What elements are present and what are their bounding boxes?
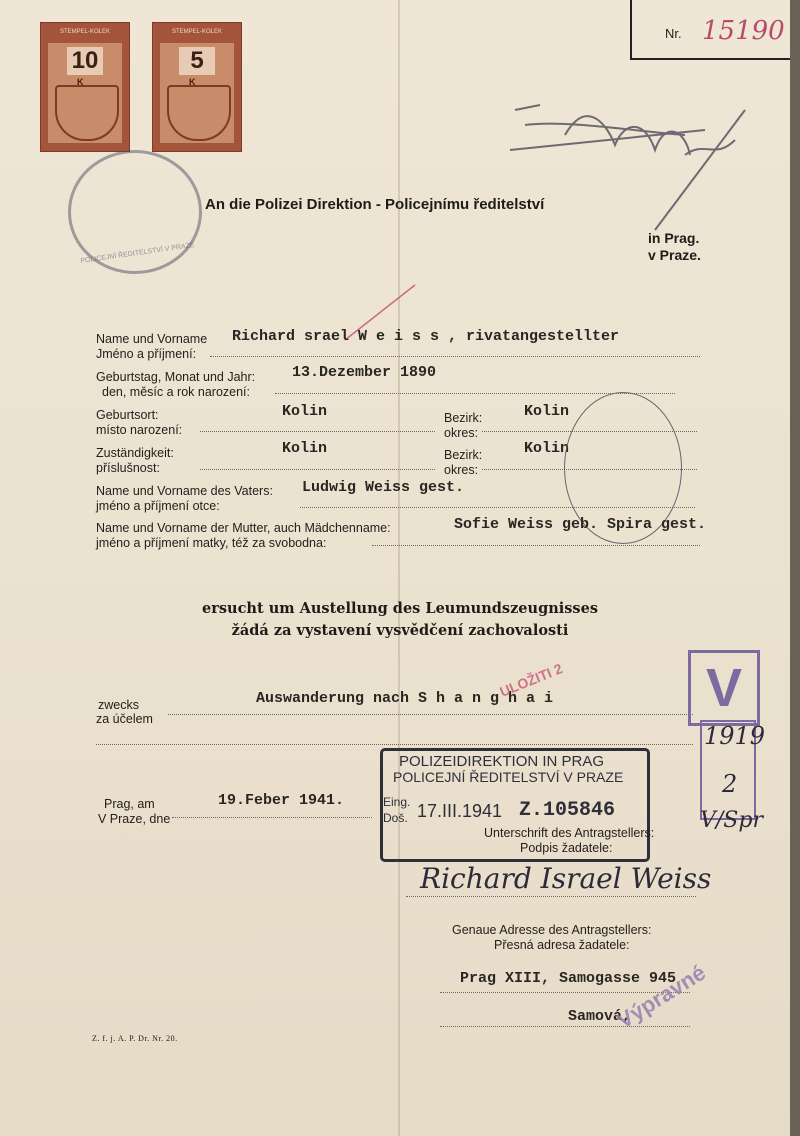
birthdate-value: 13.Dezember 1890 [292,364,437,381]
purpose-value: Auswanderung nach S h a n g h a i [256,690,554,707]
address-value-2: Samová, [568,1008,632,1025]
birthplace-district-value: Kolin [524,403,570,420]
purpose-label-de: zwecks [98,698,139,712]
name-label-de: Name und Vorname [96,332,208,346]
police-stamp-date: 17.III.1941 [417,801,503,821]
address-label-cz: Přesná adresa žadatele: [494,938,630,952]
revenue-stamp-10: STEMPEL-KOLEK 10 K [40,22,130,152]
birthplace-district-label-de: Bezirk: [444,411,483,425]
revenue-stamp-5: STEMPEL-KOLEK 5 K [152,22,242,152]
date-label-cz: V Praze, dne [98,812,171,826]
jurisdiction-district-label-cz: okres: [444,463,479,477]
birthplace-label-de: Geburtsort: [96,408,159,422]
addressee-heading: An die Polizei Direktion - Policejnímu ředitelství [205,196,545,213]
father-label-de: Name und Vorname des Vaters: [96,484,273,498]
mother-label-cz: jméno a příjmení matky, též za svobodna: [96,536,327,550]
place-cz: v Praze. [648,247,701,263]
hand-number: 1919 [704,722,766,750]
police-stamp-line2: POLICEJNÍ ŘEDITELSTVÍ V PRAZE [393,769,624,785]
birthdate-label-cz: den, měsíc a rok narození: [102,385,250,399]
birthplace-district-label-cz: okres: [444,426,479,440]
request-line-de: ersucht um Austellung des Leumundszeugnisses [202,600,598,617]
father-label-cz: jméno a příjmení otce: [96,499,220,513]
shield-icon [167,85,231,141]
name-value: Richard srael W e i s s , rivatangestellter [232,328,620,345]
jurisdiction-label-cz: příslušnost: [96,461,160,475]
police-stamp-number: Z.105846 [519,799,616,822]
number-value: 15190 [702,16,785,46]
hand-initials: V/Spr [700,808,763,833]
jurisdiction-district-value: Kolin [524,440,570,457]
mother-value: Sofie Weiss geb. Spira gest. [454,516,707,533]
mother-label-de: Name und Vorname der Mutter, auch Mädchenname: [96,521,391,535]
applicant-signature: Richard Israel Weiss [420,862,712,895]
birthplace-label-cz: místo narození: [96,423,183,437]
hand-two: 2 [722,770,738,798]
jurisdiction-label-de: Zuständigkeit: [96,446,174,460]
purpose-label-cz: za účelem [96,712,153,726]
number-label: Nr. [665,26,682,41]
signature-label-de: Unterschrift des Antragstellers: [484,826,655,840]
place-de: in Prag. [648,230,700,246]
date-value: 19.Feber 1941. [218,792,345,809]
police-stamp-eing: Eing. [383,795,411,809]
date-label-de: Prag, am [104,797,155,811]
request-line-cz: žádá za vystavení vysvědčení zachovalosti [231,622,569,639]
address-value: Prag XIII, Samogasse 945 [460,970,677,987]
birthplace-value: Kolin [282,403,328,420]
police-stamp-line1: POLIZEIDIREKTION IN PRAG [399,753,605,770]
vypravne-stamp: Výpravné [612,959,710,1034]
jurisdiction-district-label-de: Bezirk: [444,448,483,462]
shield-icon [55,85,119,141]
round-seal-text: POLICEJNÍ ŘEDITELSTVÍ V PRAZE [80,242,196,265]
scribble-mark [505,60,765,240]
jurisdiction-value: Kolin [282,440,328,457]
signature-label-cz: Podpis žadatele: [520,841,613,855]
uloziti-stamp: ULOŽITI 2 [497,660,565,700]
form-code: Z. f. j. A. P. Dr. Nr. 20. [92,1034,178,1043]
fold-crease [398,0,400,1136]
v-stamp-box: V [688,650,760,726]
name-label-cz: Jméno a příjmení: [96,347,197,361]
father-value: Ludwig Weiss gest. [302,479,465,496]
address-label-de: Genaue Adresse des Antragstellers: [452,923,652,937]
police-stamp-dos: Doš. [383,811,408,825]
birthdate-label-de: Geburtstag, Monat und Jahr: [96,370,256,384]
